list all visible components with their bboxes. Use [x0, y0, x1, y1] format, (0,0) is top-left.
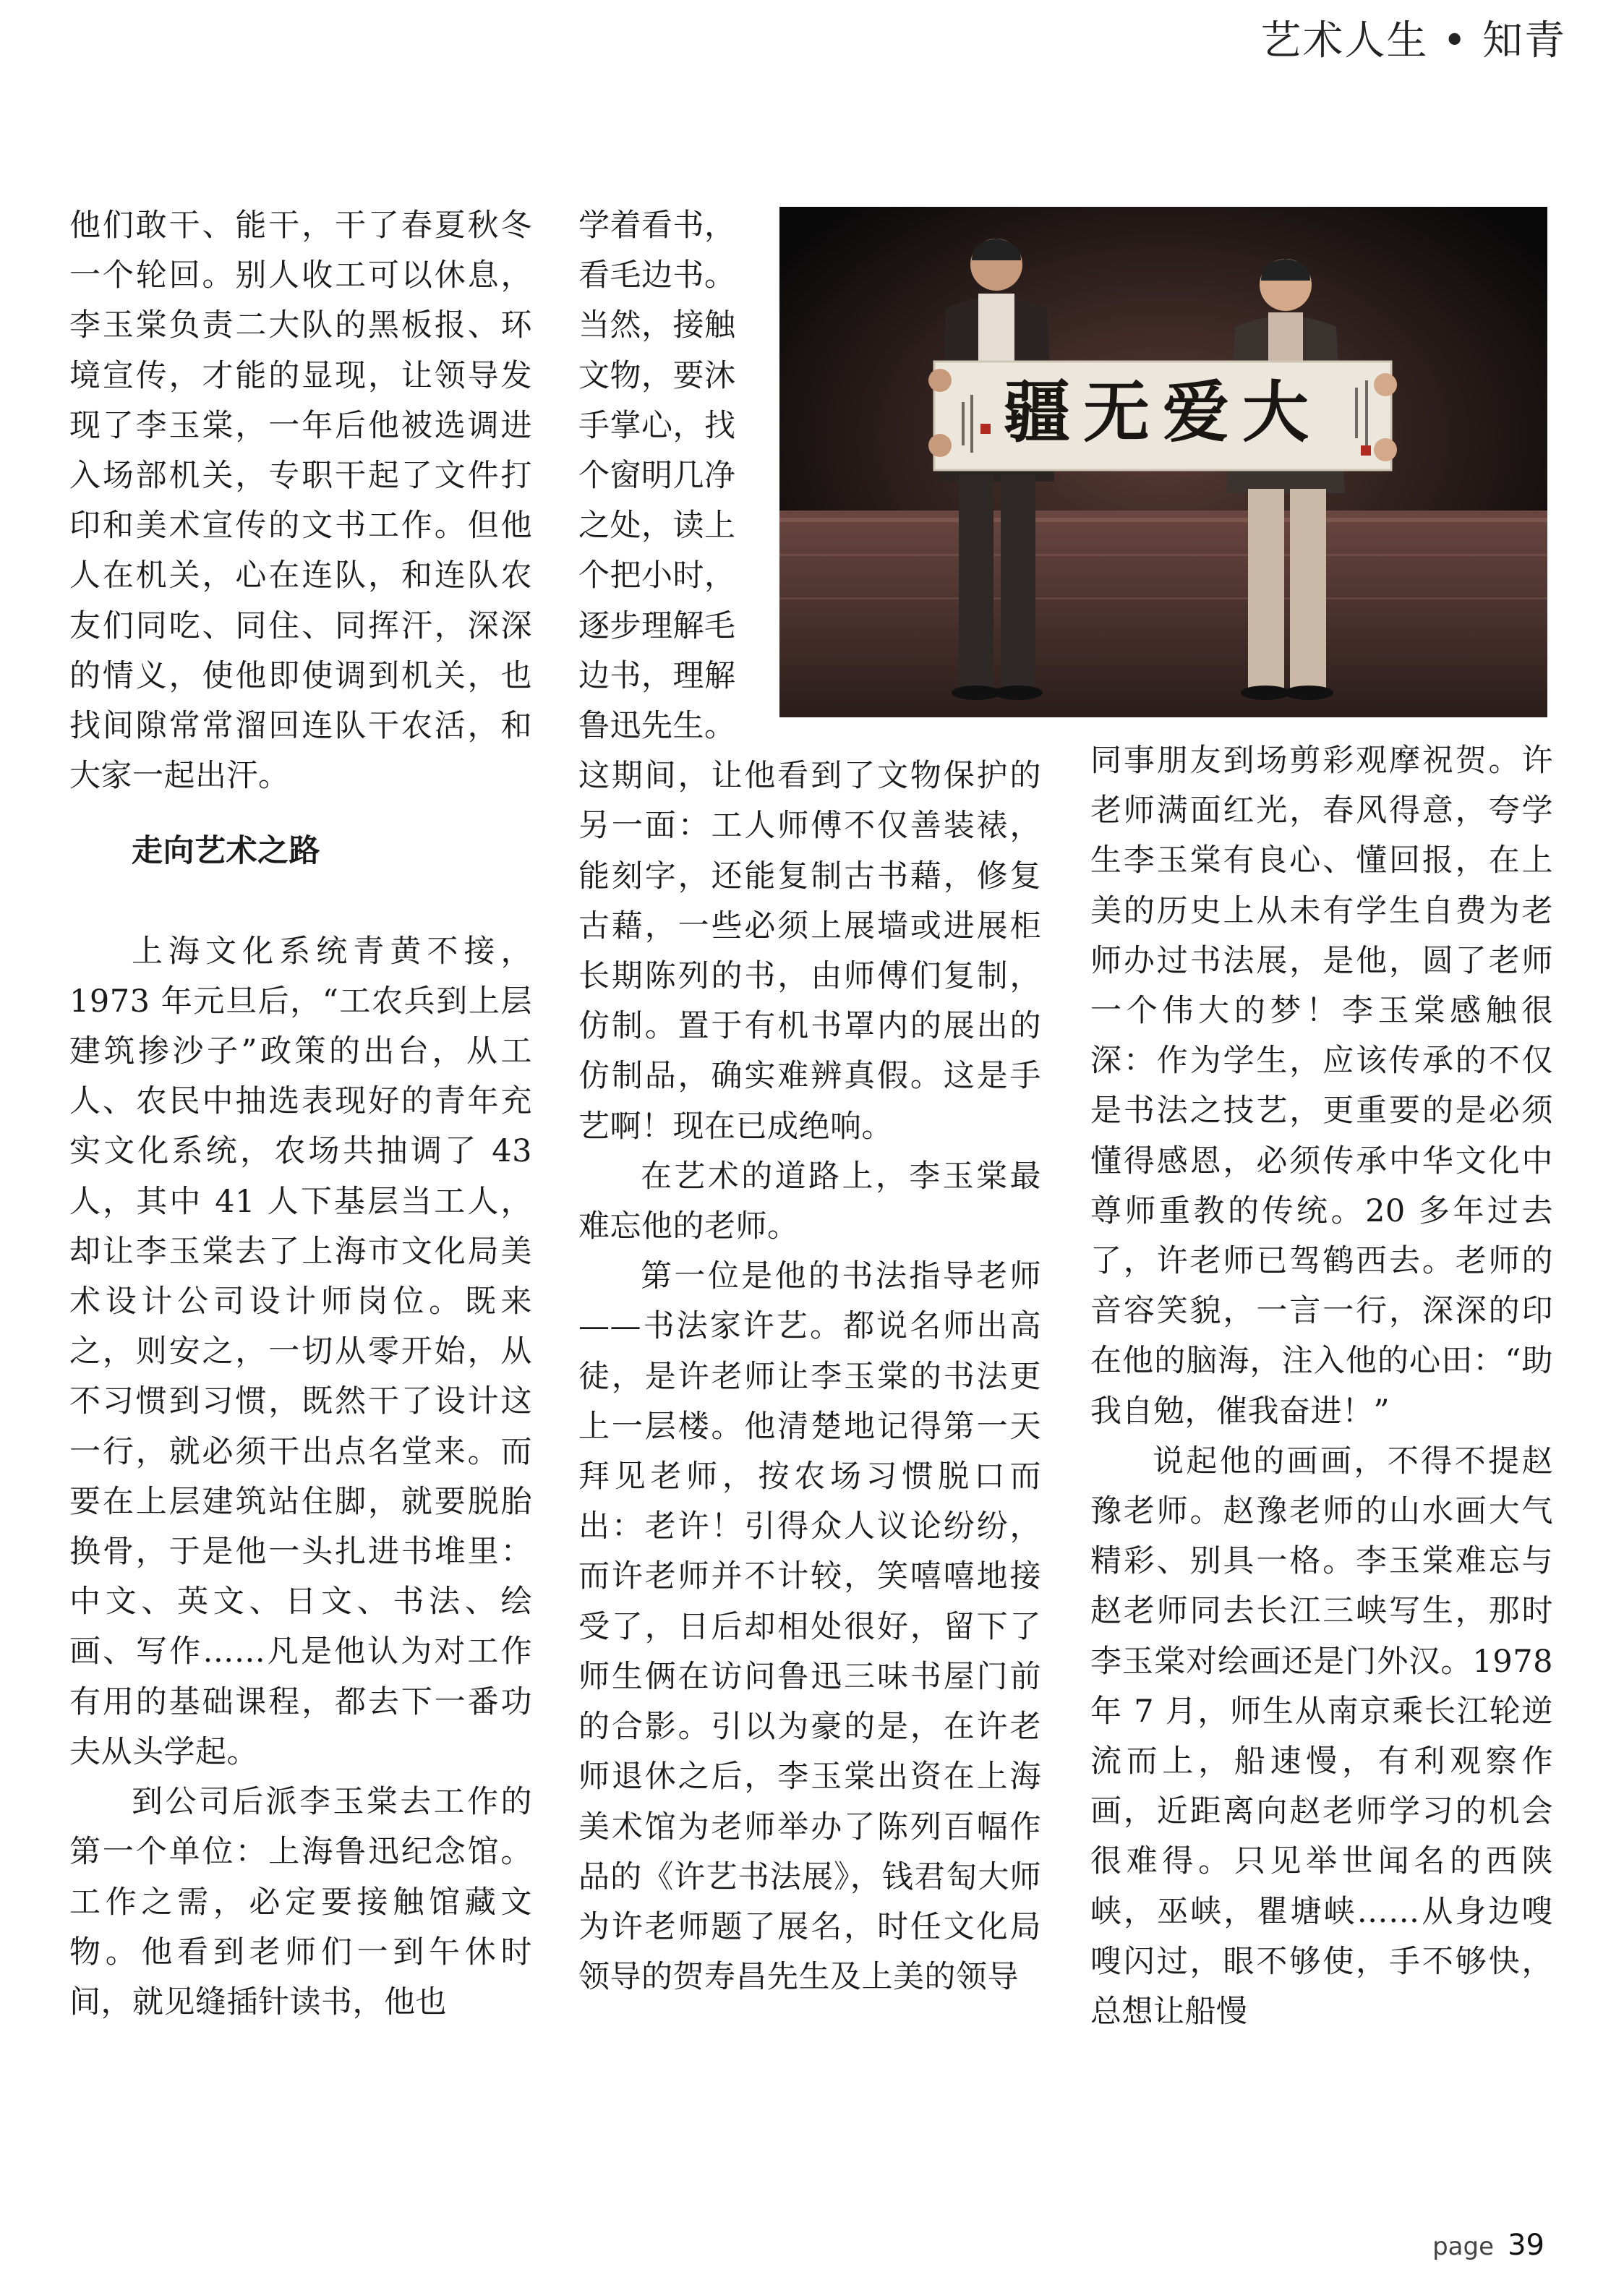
text-line: 个窗明几净	[578, 458, 736, 495]
text-line: 手掌心，找	[578, 407, 736, 444]
paragraph: 第一位是他的书法指导老师——书法家许艺。都说名师出高徒，是许老师让李玉棠的书法更上一层楼。他清楚地记得第一天拜见老师，按农场习惯脱口而出：老许！引得众人议论纷纷，而许老师并不计较，笑嘻嘻地接受了，日后却相处很好，留下了师生俩在访问鲁迅三味书屋门前的合影。引以为豪的是，在许老师退休之后，李玉棠出资在上海美术馆为老师举办了陈列百幅作品的《许艺书法展》，钱君匋大师为许老师题了展名，时任文化局领导的贺寿昌先生及上美的领导	[578, 1258, 1041, 1996]
stage-floor	[779, 511, 1547, 717]
paragraph: 这期间，让他看到了文物保护的另一面：工人师傅不仅善装裱，能刻字，还能复制古书藉，修复古藉，一些必须上展墙或进展柜长期陈列的书，由师傅们复制，仿制。置于有机书罩内的展出的仿制品，确实难辨真假。这是手艺啊！现在已成绝响。	[578, 758, 1041, 1145]
section-header: 艺术人生 • 知青	[1260, 17, 1566, 64]
paragraph: 上海文化系统青黄不接，1973 年元旦后，“工农兵到上层建筑掺沙子”政策的出台，从工人、农民中抽选表现好的青年充实文化系统，农场共抽调了 43 人，其中 41 人下基层当工人，却让李玉棠去了上海市文化局美术设计公司设计师岗位。既来之，则安之，一切从零开始，从不习惯到习惯，既然干了设计这一行，就必须干出点名堂来。而要在上层建筑站住脚，就要脱胎换骨，于是他一头扎进书堆里：中文、英文、日文、书法、绘画、写作……凡是他认为对工作有用的基础课程，都去下一番功夫从头学起。	[69, 933, 532, 1770]
stage-photo	[779, 207, 1547, 717]
section-heading: 走向艺术之路	[132, 833, 320, 870]
banner-calligraphy-text: 大爱无疆	[1003, 373, 1322, 451]
text-line: 学着看书，	[578, 208, 736, 244]
text-line: 之处，读上	[578, 508, 736, 545]
text-column-3	[1090, 736, 1553, 2037]
text-line: 个把小时，	[578, 558, 736, 594]
paragraph: 说起他的画画，不得不提赵豫老师。赵豫老师的山水画大气精彩、别具一格。李玉棠难忘与赵老师同去长江三峡写生，那时李玉棠对绘画还是门外汉。1978 年 7 月，师生从南京乘长江轮逆流而上，船速慢，有利观察作画，近距离向赵老师学习的机会很难得。只见举世闻名的西陕峡，巫峡，瞿塘峡……从身边嗖嗖闪过，眼不够使，手不够快，总想让船慢	[1090, 1443, 1553, 2031]
text-column-1	[69, 201, 532, 2028]
page-label: page	[1432, 2232, 1494, 2261]
page-footer	[1432, 2229, 1544, 2262]
paragraph: 在艺术的道路上，李玉棠最难忘他的老师。	[578, 1158, 1041, 1245]
photo-illustration	[779, 207, 1547, 717]
seal-stamp	[980, 424, 991, 434]
text-line: 看毛边书。	[578, 257, 736, 294]
seal-stamp	[1361, 445, 1371, 456]
text-line: 边书，理解	[578, 657, 736, 694]
paragraph: 同事朋友到场剪彩观摩祝贺。许老师满面红光，春风得意，夸学生李玉棠有良心、懂回报，在上美的历史上从未有学生自费为老师办过书法展，是他，圆了老师一个伟大的梦！李玉棠感触很深：作为学生，应该传承的不仅是书法之技艺，更重要的是必须懂得感恩，必须传承中华文化中尊师重教的传统。20 多年过去了，许老师已驾鹤西去。老师的音容笑貌，一言一行，深深的印在他的脑海，注入他的心田：“助我自勉，催我奋进！”	[1090, 743, 1553, 1430]
text-line: 鲁迅先生。	[578, 708, 736, 745]
calligraphy-banner	[934, 362, 1391, 470]
paragraph: 他们敢干、能干，干了春夏秋冬一个轮回。别人收工可以休息，李玉棠负责二大队的黑板报、环境宣传，才能的显现，让领导发现了李玉棠，一年后他被选调进入场部机关，专职干起了文件打印和美术宣传的文书工作。但他人在机关，心在连队，和连队农友们同吃、同住、同挥汗，深深的情义，使他即使调到机关，也找间隙常常溜回连队干农活，和大家一起出汗。	[69, 208, 532, 795]
page-number: 39	[1508, 2229, 1544, 2262]
paragraph: 到公司后派李玉棠去工作的第一个单位：上海鲁迅纪念馆。工作之需，必定要接触馆藏文物。他看到老师们一到午休时间，就见缝插针读书，他也	[69, 1784, 532, 2020]
text-line: 当然，接触	[578, 307, 736, 344]
text-line: 逐步理解毛	[578, 607, 736, 644]
text-line: 文物，要沐	[578, 357, 736, 394]
